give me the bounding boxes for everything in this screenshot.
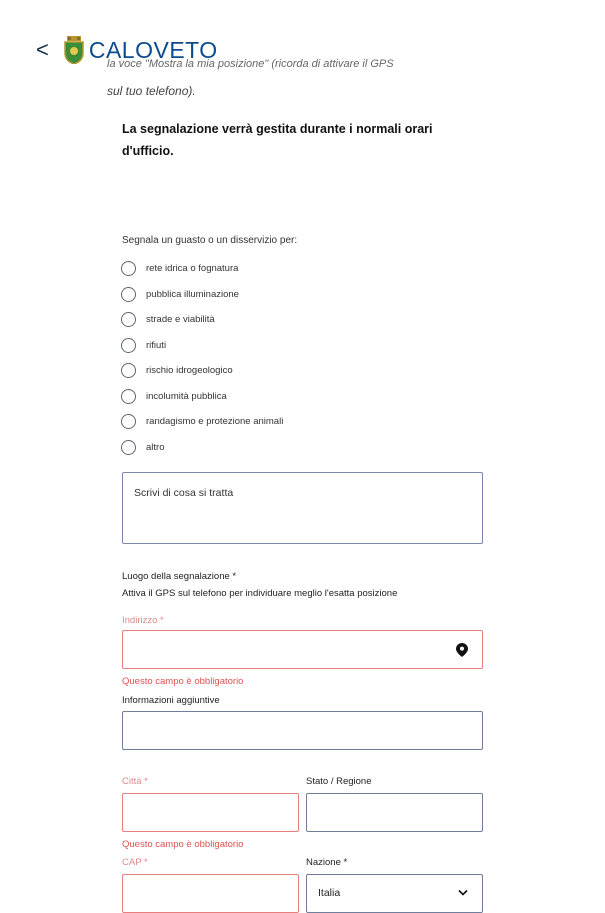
radio-option-randagismo[interactable] — [121, 409, 283, 435]
intro-line: sul tuo telefono). — [107, 84, 196, 98]
cap-input[interactable] — [122, 874, 299, 913]
location-help-text: Attiva il GPS sul telefono per individuare meglio l'esatta posizione — [122, 588, 398, 599]
address-error: Questo campo è obbligatorio — [122, 676, 244, 687]
radio-option-pubblica-illuminazione[interactable] — [121, 282, 283, 308]
city-input[interactable] — [122, 793, 299, 832]
nation-select[interactable] — [306, 874, 483, 913]
radio-button[interactable] — [121, 338, 136, 353]
radio-button[interactable] — [121, 414, 136, 429]
app-title: CALOVETO — [88, 36, 218, 63]
chevron-down-icon — [458, 889, 468, 897]
radio-option-rifiuti[interactable] — [121, 333, 283, 359]
radio-button[interactable] — [121, 440, 136, 455]
city-error: Questo campo è obbligatorio — [122, 839, 244, 850]
office-hours-notice: La segnalazione verrà gestita durante i normali orari d'ufficio. — [122, 122, 433, 158]
radio-option-rischio-idrogeologico[interactable] — [121, 358, 283, 384]
radio-label: rischio idrogeologico — [146, 365, 233, 377]
nation-label: Nazione * — [306, 857, 348, 868]
radio-button[interactable] — [121, 363, 136, 378]
description-textarea[interactable] — [122, 472, 483, 544]
radio-button[interactable] — [121, 287, 136, 302]
region-label: Stato / Regione — [306, 776, 372, 787]
radio-option-incolumita-pubblica[interactable] — [121, 384, 283, 410]
category-radio-group — [121, 256, 283, 460]
additional-info-input[interactable] — [122, 711, 483, 750]
nation-selected-value: Italia — [318, 887, 341, 899]
location-pin-icon[interactable] — [456, 643, 468, 657]
cap-label: CAP * — [122, 857, 148, 868]
radio-label: randagismo e protezione animali — [146, 416, 284, 428]
additional-info-label: Informazioni aggiuntive — [122, 695, 220, 706]
radio-option-strade-viabilita[interactable] — [121, 307, 283, 333]
radio-button[interactable] — [121, 389, 136, 404]
location-label: Luogo della segnalazione * — [122, 571, 237, 582]
address-label: Indirizzo * — [122, 615, 164, 626]
radio-option-rete-idrica[interactable] — [121, 256, 283, 282]
radio-option-altro[interactable] — [121, 435, 283, 461]
address-input[interactable] — [122, 630, 483, 669]
category-question: Segnala un guasto o un disservizio per: — [122, 235, 298, 246]
back-button[interactable]: < — [36, 37, 49, 62]
radio-label: rifiuti — [146, 339, 167, 351]
city-label: Città * — [122, 776, 148, 787]
region-input[interactable] — [306, 793, 483, 832]
municipal-crest-icon — [63, 36, 85, 64]
radio-label: altro — [146, 441, 165, 453]
radio-label: pubblica illuminazione — [146, 288, 239, 300]
radio-button[interactable] — [121, 312, 136, 327]
radio-label: strade e viabilità — [146, 314, 215, 326]
radio-label: rete idrica o fognatura — [146, 263, 239, 275]
description-placeholder: Scrivi di cosa si tratta — [134, 487, 234, 499]
radio-label: incolumità pubblica — [146, 390, 227, 402]
intro-cut-line: la voce "Mostra la mia posizione" (ricorda di attivare il GPS — [107, 58, 394, 70]
radio-button[interactable] — [121, 261, 136, 276]
